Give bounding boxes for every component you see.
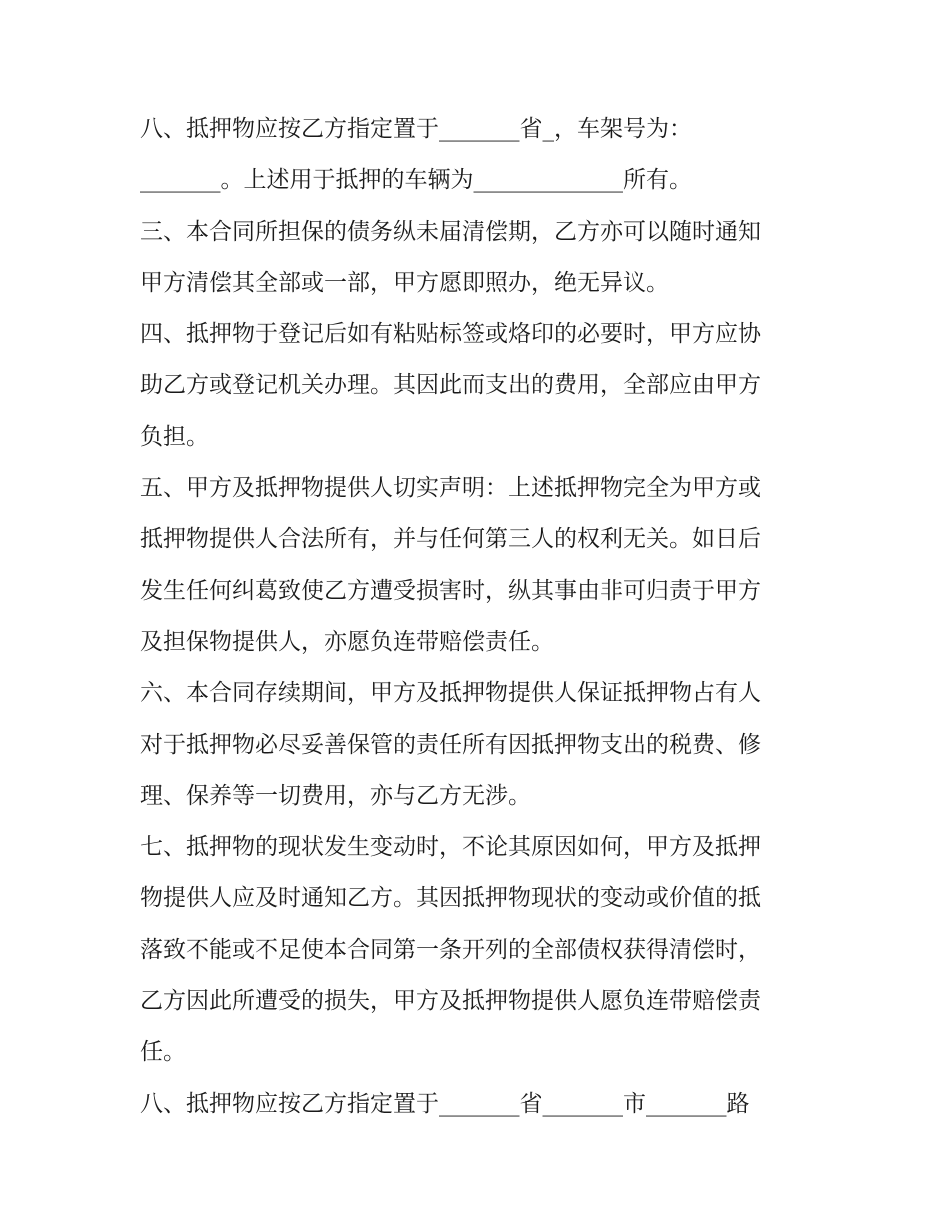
text-line-17: 落致不能或不足使本合同第一条开列的全部债权获得清偿时，: [140, 936, 761, 963]
text-line-4: 甲方清偿其全部或一部，甲方愿即照办，绝无异议。: [140, 269, 669, 296]
text-line-5: 四、抵押物于登记后如有粘贴标签或烙印的必要时，甲方应协: [140, 321, 761, 348]
text-line-10: 发生任何纠葛致使乙方遭受损害时，纵其事由非可归责于甲方: [140, 577, 761, 604]
text-line-19: 任。: [140, 1039, 186, 1066]
text-line-8: 五、甲方及抵押物提供人切实声明：上述抵押物完全为甲方或: [140, 475, 761, 502]
text-line-2: _______。上述用于抵押的车辆为_____________所有。: [140, 167, 692, 194]
document-body: [140, 104, 820, 1130]
text-line-3: 三、本合同所担保的债务纵未届清偿期，乙方亦可以随时通知: [140, 218, 761, 245]
text-line-12: 六、本合同存续期间，甲方及抵押物提供人保证抵押物占有人: [140, 680, 761, 707]
text-line-14: 理、保养等一切费用，亦与乙方无涉。: [140, 782, 531, 809]
text-line-7: 负担。: [140, 423, 209, 450]
text-line-15: 七、抵押物的现状发生变动时，不论其原因如何，甲方及抵押: [140, 834, 761, 861]
text-line-9: 抵押物提供人合法所有，并与任何第三人的权利无关。如日后: [140, 526, 761, 553]
text-line-18: 乙方因此所遭受的损失，甲方及抵押物提供人愿负连带赔偿责: [140, 988, 761, 1015]
text-line-1: 八、抵押物应按乙方指定置于_______省_，车架号为：: [140, 116, 692, 142]
text-line-20: 八、抵押物应按乙方指定置于_______省_______市_______路: [140, 1090, 750, 1117]
text-line-13: 对于抵押物必尽妥善保管的责任所有因抵押物支出的税费、修: [140, 731, 761, 758]
text-line-16: 物提供人应及时通知乙方。其因抵押物现状的变动或价值的抵: [140, 885, 761, 912]
text-line-6: 助乙方或登记机关办理。其因此而支出的费用，全部应由甲方: [140, 372, 761, 399]
text-line-11: 及担保物提供人，亦愿负连带赔偿责任。: [140, 628, 554, 655]
